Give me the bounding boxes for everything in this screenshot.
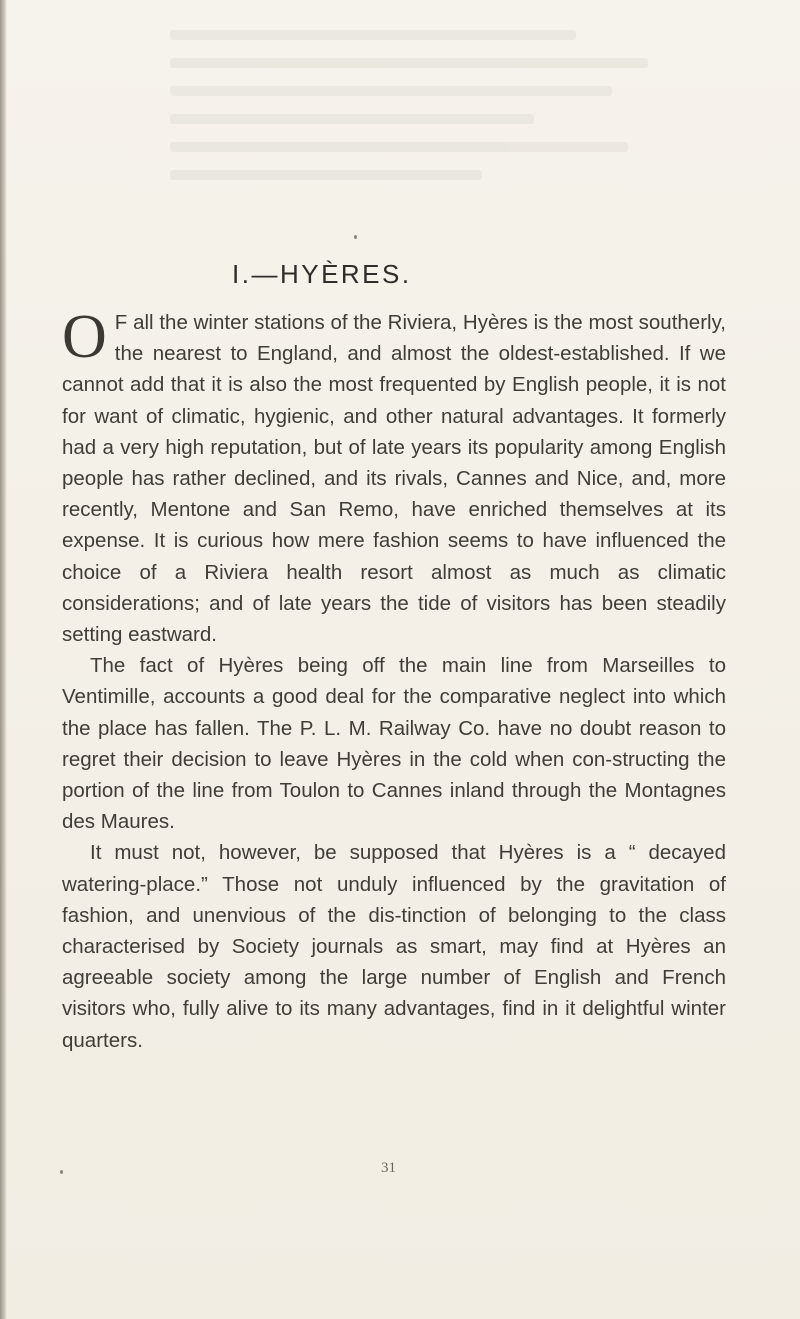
print-speck <box>60 1170 63 1174</box>
paragraph-1-text: F all the winter stations of the Riviera, Hyères is the most southerly, the nearest to England, and almost the oldest-established. If we cannot add that it is also the most frequented by English people, it is not for want of climatic, hygienic, and other natural advantages. It formerly had a very high reputation, but of late years its popularity among English people has rather declined, and its rivals, Cannes and Nice, and, more recently, Mentone and San Remo, have enriched themselves at its expense. It is curious how mere fashion seems to have influenced the choice of a Riviera health resort almost as much as climatic considerations; and of late years the tide of visitors has been steadily setting eastward. <box>62 311 726 647</box>
bleed-through-texture <box>170 30 690 230</box>
print-speck <box>354 235 357 239</box>
page-binding-edge <box>0 0 7 1319</box>
page-number: 31 <box>381 1160 396 1176</box>
paragraph-1 <box>62 303 726 650</box>
drop-cap: O <box>62 303 107 371</box>
chapter-heading: I.—HYÈRES. <box>232 259 412 289</box>
paragraph-2: The fact of Hyères being off the main line from Marseilles to Ventimille, accounts a good deal for the comparative neglect into which the place has fallen. The P. L. M. Railway Co. have no doubt reason to regret their decision to leave Hyères in the cold when con-structing the portion of the line from Toulon to Cannes inland through the Montagnes des Maures. <box>62 654 726 834</box>
chapter-body <box>62 303 726 1056</box>
paragraph-3: It must not, however, be supposed that Hyères is a “ decayed watering-place.” Those not unduly influenced by the gravitation of fashion, and unenvious of the dis-tinction of belonging to the class characterised by Society journals as smart, may find at Hyères an agreeable society among the large number of English and French visitors who, fully alive to its many advantages, find in it delightful winter quarters. <box>62 841 726 1052</box>
